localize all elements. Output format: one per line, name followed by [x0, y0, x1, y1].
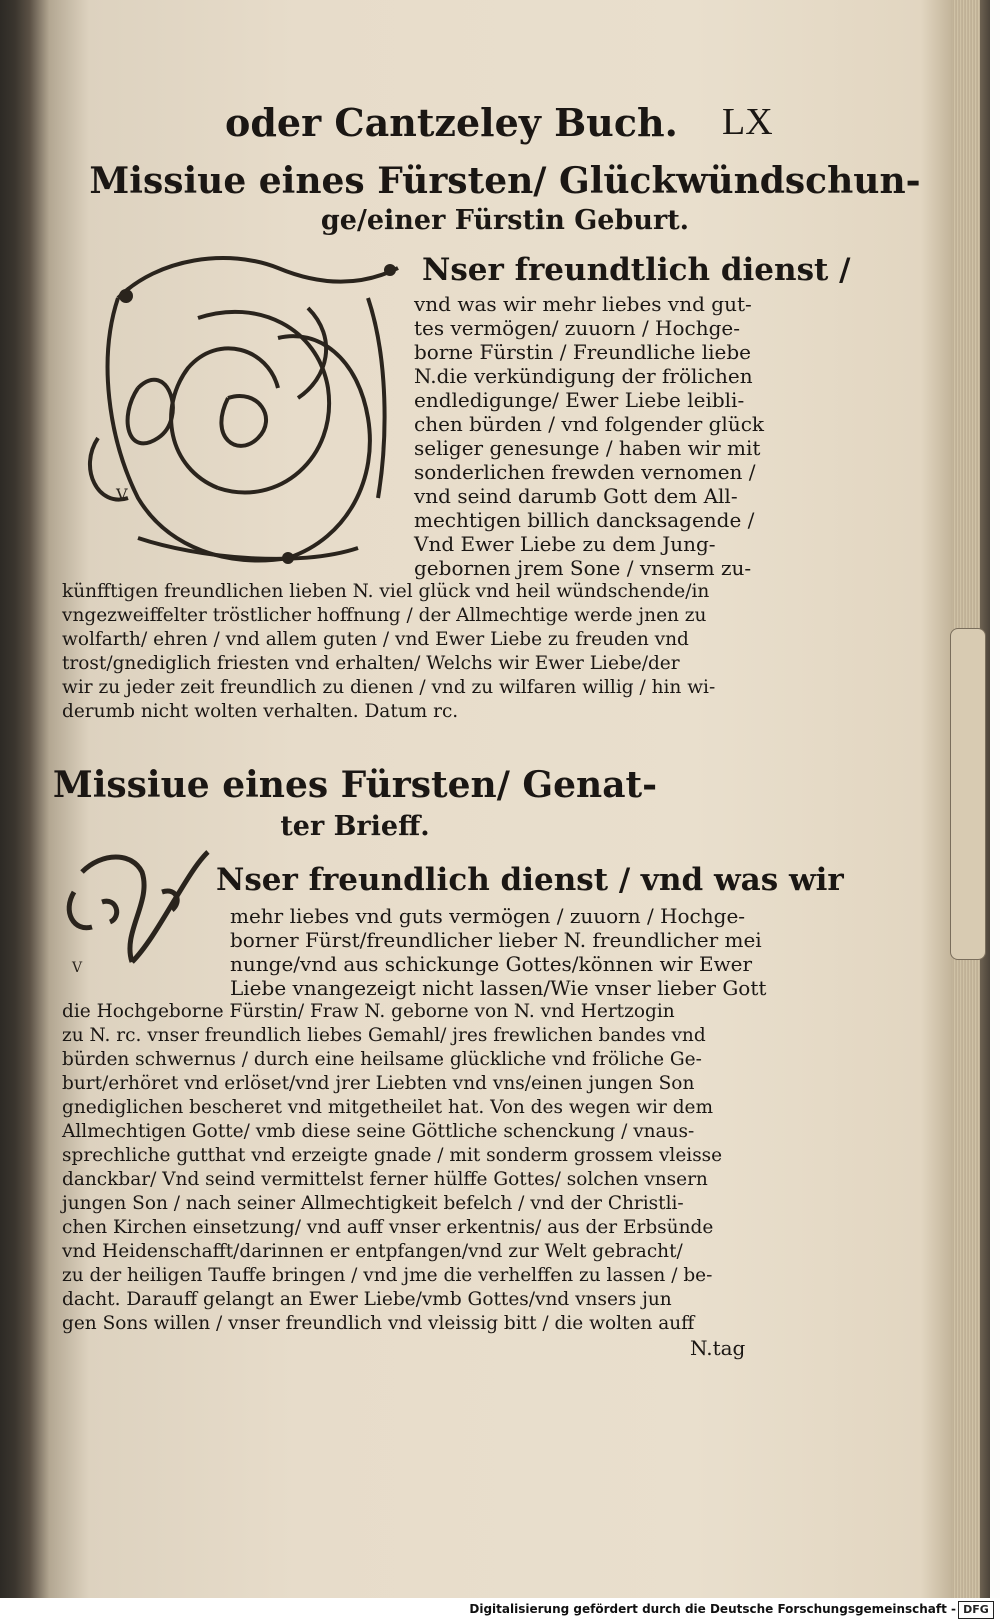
section2-line: gen Sons willen / vnser freundlich vnd vleissig bitt / die wolten auff	[62, 1313, 695, 1334]
section1-line: derumb nicht wolten verhalten. Datum rc.	[62, 701, 459, 722]
section2-heading-line1: Missiue eines Fürsten/ Genat-	[52, 764, 658, 806]
section2-line: sprechliche gutthat vnd erzeigte gnade / mit sonderm grossem vleisse	[62, 1145, 723, 1166]
initial-glyph-2: V	[72, 960, 83, 976]
section2-line: borner Fürst/freundlicher lieber N. freundlicher mei	[230, 928, 762, 952]
dfg-logo: DFG	[958, 1601, 994, 1619]
section1-line: vngezweiffelter tröstlicher hoffnung / der Allmechtige werde jnen zu	[62, 605, 707, 626]
section2-line: jungen Son / nach seiner Allmechtigkeit befelch / vnd der Christli-	[62, 1193, 684, 1214]
section1-line: wir zu jeder zeit freundlich zu dienen / vnd zu wilfaren willig / hin wi-	[62, 677, 716, 698]
section1-line: seliger genesunge / haben wir mit	[414, 436, 761, 460]
section2-line: Liebe vnangezeigt nicht lassen/Wie vnser lieber Gott	[230, 976, 767, 1000]
section1-heading-line1: Missiue eines Fürsten/ Glückwündschun-	[89, 160, 921, 202]
footer-bar	[0, 1598, 1000, 1624]
section2-line: zu N. rc. vnser freundlich liebes Gemahl/ jres frewlichen bandes vnd	[62, 1025, 706, 1046]
catchword: N.tag	[690, 1336, 746, 1360]
funding-notice: Digitalisierung gefördert durch die Deutsche Forschungsgemeinschaft -	[469, 1602, 956, 1616]
section2-line: nunge/vnd aus schickunge Gottes/können wir Ewer	[230, 952, 753, 976]
section2-line: danckbar/ Vnd seind vermittelst ferner hülffe Gottes/ solchen vnsern	[62, 1169, 708, 1190]
section1-line: chen bürden / vnd folgender glück	[414, 412, 765, 436]
section1-line: sonderlichen frewden vernomen /	[414, 460, 756, 484]
section2-line: gnediglichen bescheret vnd mitgetheilet hat. Von des wegen wir dem	[62, 1097, 714, 1118]
section2-line: die Hochgeborne Fürstin/ Fraw N. geborne von N. vnd Hertzogin	[62, 1001, 675, 1022]
section1-line: Vnd Ewer Liebe zu dem Jung-	[414, 532, 716, 556]
section1-line: Nser freundtlich dienst /	[422, 252, 851, 288]
decorated-initial-v	[78, 238, 408, 576]
section1-line: N.die verkündigung der frölichen	[414, 364, 753, 388]
section1-line: gebornen jrem Sone / vnserm zu-	[414, 556, 752, 580]
section1-line: mechtigen billich dancksagende /	[414, 508, 755, 532]
section2-line: Nser freundlich dienst / vnd was wir	[216, 862, 844, 898]
folio-number: LX	[722, 101, 773, 143]
section2-line: Allmechtigen Gotte/ vmb diese seine Göttliche schenckung / vnaus-	[62, 1121, 695, 1142]
section2-line: bürden schwernus / durch eine heilsame glückliche vnd fröliche Ge-	[62, 1049, 702, 1070]
section1-line: tes vermögen/ zuuorn / Hochge-	[414, 316, 741, 340]
section1-line: borne Fürstin / Freundliche liebe	[414, 340, 752, 364]
section1-line: trost/gnediglich friesten vnd erhalten/ Welchs wir Ewer Liebe/der	[62, 653, 680, 674]
section2-line: mehr liebes vnd guts vermögen / zuuorn / Hochge-	[230, 904, 746, 928]
section1-line: endledigunge/ Ewer Liebe leibli-	[414, 388, 745, 412]
decorated-initial-v-small	[62, 842, 210, 982]
section2-line: zu der heiligen Tauffe bringen / vnd jme die verhelffen zu lassen / be-	[62, 1265, 713, 1286]
section1-line: vnd was wir mehr liebes vnd gut-	[414, 292, 752, 316]
section2-line: dacht. Darauff gelangt an Ewer Liebe/vmb Gottes/vnd vnsers jun	[62, 1289, 672, 1310]
section1-line: künfftigen freundlichen lieben N. viel glück vnd heil wündschende/in	[62, 581, 710, 602]
section1-heading-line2: ge/einer Fürstin Geburt.	[320, 205, 690, 236]
section2-line: burt/erhöret vnd erlöset/vnd jrer Liebten vnd vns/einen jungen Son	[62, 1073, 695, 1094]
section2-line: vnd Heidenschafft/darinnen er entpfangen/vnd zur Welt gebracht/	[62, 1241, 683, 1262]
running-head	[50, 100, 960, 150]
running-head-title: oder Cantzeley Buch.	[225, 100, 678, 145]
initial-glyph: V	[116, 485, 128, 504]
section2-heading-line2: ter Brieff.	[280, 811, 430, 842]
section2-line: chen Kirchen einsetzung/ vnd auff vnser erkentnis/ aus der Erbsünde	[62, 1217, 714, 1238]
page	[50, 0, 960, 1598]
section1-line: vnd seind darumb Gott dem All-	[414, 484, 738, 508]
section1-line: wolfarth/ ehren / vnd allem guten / vnd Ewer Liebe zu freuden vnd	[62, 629, 689, 650]
